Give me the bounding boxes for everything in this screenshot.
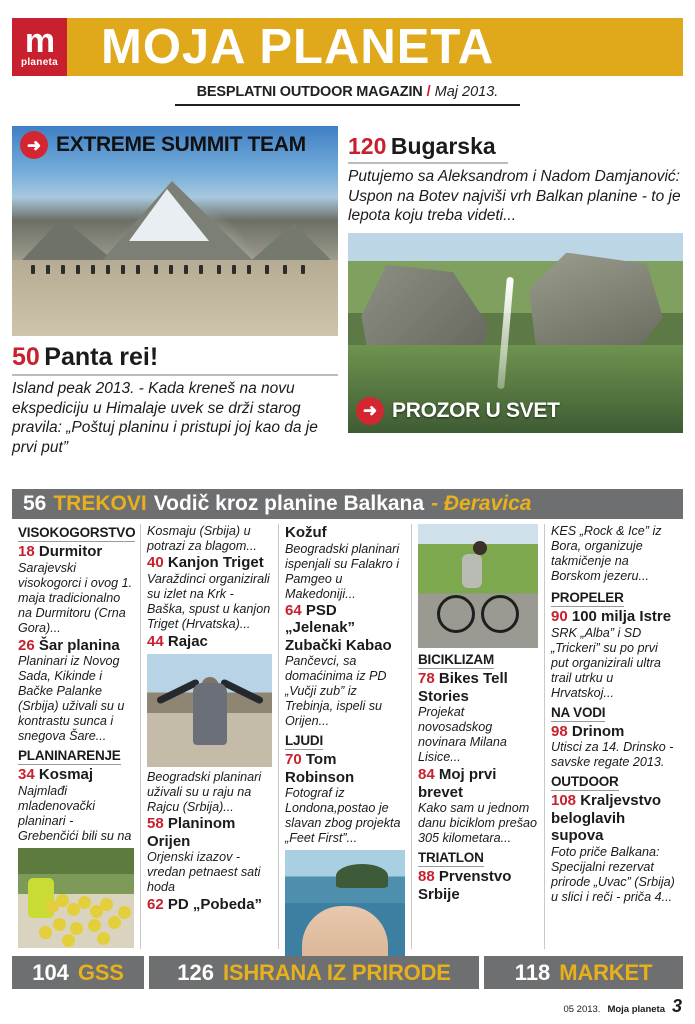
section-heading-visokogorstvo: VISOKOGORSTVO bbox=[18, 525, 136, 540]
list-item[interactable] bbox=[285, 602, 405, 730]
feet-lake-photo bbox=[285, 850, 405, 970]
footer-page-number: 3 bbox=[671, 996, 682, 1016]
entry-page-number: 90 bbox=[551, 608, 568, 625]
contents-column-1 bbox=[12, 524, 140, 949]
trekovi-subtitle: - Đeravica bbox=[431, 492, 532, 515]
entry-page-number: 88 bbox=[418, 868, 435, 885]
entry-title: PD „Pobeda” bbox=[167, 896, 263, 913]
entry-page-number: 26 bbox=[18, 636, 35, 654]
list-item[interactable] bbox=[418, 868, 538, 903]
cyclist-photo bbox=[418, 524, 538, 648]
section-heading-biciklizam: BICIKLIZAM bbox=[418, 652, 494, 667]
bugarska-title: Bugarska bbox=[390, 133, 496, 159]
panta-rei-title: Panta rei! bbox=[44, 343, 159, 371]
bottom-item-page-number: 104 bbox=[32, 959, 69, 985]
entry-title: Kanjon Triget bbox=[167, 554, 264, 571]
subheader bbox=[12, 84, 683, 100]
climber-queue bbox=[25, 265, 325, 273]
logo-letter-icon: m bbox=[24, 22, 55, 60]
bottom-item-label: MARKET bbox=[559, 959, 653, 985]
entry-page-number: 64 bbox=[285, 601, 302, 619]
panta-rei-rule bbox=[12, 374, 338, 376]
entry-page-number: 70 bbox=[285, 751, 302, 768]
list-item[interactable] bbox=[551, 723, 677, 771]
entry-page-number: 18 bbox=[18, 543, 35, 560]
feature-left-block bbox=[12, 126, 338, 457]
list-item[interactable] bbox=[147, 896, 272, 914]
entry-description: Utisci za 14. Drinsko - savske regate 2013. bbox=[551, 740, 674, 769]
hiker-body-shape bbox=[193, 683, 227, 745]
contents-column-5 bbox=[544, 524, 683, 949]
prozor-banner[interactable] bbox=[348, 392, 683, 430]
entry-title: Tom Robinson bbox=[285, 751, 355, 786]
entry-description: Projekat novosadskog novinara Milana Lisice... bbox=[418, 705, 507, 764]
list-item[interactable] bbox=[147, 554, 272, 632]
bugarska-description: Putujemo sa Aleksandrom i Nadom Damjanović: Uspon na Botev najviši vrh Balkan planine - to je lepota koju treba videti... bbox=[348, 168, 681, 224]
list-item[interactable] bbox=[18, 543, 134, 636]
arrow-right-icon: ➜ bbox=[20, 131, 48, 159]
contents-column-3 bbox=[278, 524, 411, 949]
entry-page-number: 98 bbox=[551, 722, 568, 740]
entry-description: SRK „Alba” i SD „Trickeri” su po prvi put organizirali ultra trail utrku u Hrvatskoj... bbox=[551, 625, 661, 700]
bicycle-wheel-front-shape bbox=[437, 595, 475, 633]
prozor-banner-label: PROZOR U SVET bbox=[392, 398, 560, 422]
continued-entry-title[interactable] bbox=[285, 524, 405, 542]
entry-title: 100 milja Istre bbox=[571, 608, 672, 625]
list-item[interactable] bbox=[551, 608, 677, 701]
entry-title: Rajac bbox=[167, 632, 208, 650]
bugarska-rule bbox=[348, 162, 508, 164]
entry-description: Kako sam u jednom danu biciklom prešao 305 kilometara... bbox=[418, 801, 538, 845]
entry-title: Šar planina bbox=[38, 636, 120, 654]
trekovi-kicker: TREKOVI bbox=[53, 492, 147, 515]
continued-text: Kosmaju (Srbija) u potrazi za blagom... bbox=[147, 524, 257, 553]
entry-title: Bikes Tell Stories bbox=[418, 670, 508, 705]
island-shape bbox=[336, 864, 388, 888]
footer-date: 05 2013. bbox=[563, 1004, 601, 1015]
page-footer bbox=[563, 996, 682, 1017]
entry-page-number: 78 bbox=[418, 670, 435, 687]
bottom-item-market[interactable] bbox=[484, 956, 683, 989]
section-heading-na-vodi: NA VODI bbox=[551, 704, 606, 720]
entry-title: Prvenstvo Srbije bbox=[418, 868, 512, 903]
entry-page-number: 58 bbox=[147, 815, 164, 832]
entry-description: Pančevci, sa domaćinima iz PD „Vučji zub” iz Trebinja, ispeli su Orijen... bbox=[285, 654, 387, 728]
summit-banner-label: EXTREME SUMMIT TEAM bbox=[56, 133, 306, 156]
list-item[interactable] bbox=[147, 633, 272, 651]
contents-column-4 bbox=[411, 524, 544, 949]
list-item[interactable] bbox=[147, 815, 272, 895]
entry-page-number: 40 bbox=[147, 554, 164, 571]
bottom-item-label: GSS bbox=[77, 959, 124, 985]
entry-description: Sarajevski visokogorci i ovog 1. maja tradicionalno na Durmitoru (Crna Gora)... bbox=[18, 560, 133, 635]
trekovi-title: Vodič kroz planine Balkana bbox=[153, 492, 425, 515]
entry-description: Varaždinci organizirali su izlet na Krk - Baška, spust u kanjon Triget (Hrvatska)... bbox=[147, 571, 271, 631]
entry-title: Kožuf bbox=[285, 524, 327, 541]
entry-page-number: 62 bbox=[147, 896, 164, 913]
entry-description: Fotograf iz Londona,postao je slavan zbog projekta „Feet First”... bbox=[285, 786, 401, 845]
entry-title: Durmitor bbox=[38, 543, 103, 560]
entry-description: Orjenski izazov - vredan petnaest sati hoda bbox=[147, 850, 261, 894]
entry-description: Foto priče Balkana: Specijalni rezervat prirode „Uvac” (Srbija) u slici i reči - priča 4... bbox=[551, 844, 675, 904]
cyclist-head-shape bbox=[473, 541, 487, 555]
summit-banner[interactable] bbox=[12, 126, 338, 164]
entry-page-number: 84 bbox=[418, 766, 435, 783]
contents-column-2 bbox=[140, 524, 278, 949]
bottom-item-page-number: 126 bbox=[177, 959, 214, 985]
panta-rei-description: Island peak 2013. - Kada kreneš na novu ekspediciju u Himalaje uvek se drži starog pravila: „Poštuj planinu i pristupi joj kao da je prvi put” bbox=[12, 380, 318, 456]
list-item[interactable] bbox=[285, 751, 405, 846]
entry-title: Drinom bbox=[571, 722, 625, 740]
section-heading-outdoor: OUTDOOR bbox=[551, 774, 619, 789]
bottom-item-ishrana[interactable] bbox=[149, 956, 479, 989]
entry-title: PSD „Jelenak” Zubački Kabao bbox=[285, 601, 392, 654]
gorge-photo bbox=[348, 233, 683, 433]
entry-description: Planinari iz Novog Sada, Kikinde i Bačke Palanke (Srbija) uživali su u kontrastu sunca i snegova Šare... bbox=[18, 654, 125, 743]
entry-description: Beogradski planinari uživali su u raju na Rajcu (Srbija)... bbox=[147, 770, 262, 814]
list-item[interactable] bbox=[418, 670, 538, 765]
list-item[interactable] bbox=[551, 792, 677, 905]
summit-arms-photo bbox=[147, 654, 272, 767]
list-item[interactable] bbox=[418, 766, 538, 846]
subheader-rule bbox=[175, 104, 520, 106]
subheader-slash: / bbox=[426, 84, 431, 100]
trekovi-banner[interactable] bbox=[12, 489, 683, 519]
panta-rei-feature[interactable] bbox=[12, 343, 338, 457]
bottom-item-page-number: 118 bbox=[514, 959, 551, 985]
footer-magazine-name: Moja planeta bbox=[607, 1004, 665, 1015]
bicycle-wheel-rear-shape bbox=[481, 595, 519, 633]
entry-page-number: 108 bbox=[551, 792, 577, 809]
list-item[interactable] bbox=[18, 766, 134, 844]
bottom-item-label: ISHRANA IZ PRIRODE bbox=[222, 959, 451, 985]
section-heading-planinarenje: PLANINARENJE bbox=[18, 748, 121, 763]
entry-description: Beogradski planinari ispenjali su Falakro i Pamgeo u Makedoniji... bbox=[285, 541, 400, 601]
entry-title: Kraljevstvo beloglavih supova bbox=[551, 792, 662, 844]
entry-page-number: 34 bbox=[18, 766, 35, 783]
entry-description: Najmlađi mladenovački planinari - Grebenčići bili su na bbox=[18, 783, 132, 843]
masthead-title: MOJA PLANETA bbox=[101, 20, 495, 74]
logo bbox=[12, 18, 67, 76]
summit-photo bbox=[12, 126, 338, 336]
snow-cap-shape bbox=[129, 189, 209, 241]
section-heading-propeler: PROPELER bbox=[551, 590, 624, 605]
cyclist-body-shape bbox=[462, 554, 482, 588]
bottom-sections-bar bbox=[12, 956, 683, 989]
contents-grid bbox=[12, 524, 683, 949]
entry-title: Kosmaj bbox=[38, 766, 94, 783]
bottom-item-gss[interactable] bbox=[12, 956, 144, 989]
arrow-right-icon: ➜ bbox=[356, 397, 384, 425]
continued-text: KES „Rock & Ice” iz Bora, organizuje takmičenje na Borskom jezeru... bbox=[551, 524, 662, 583]
panta-rei-page-number: 50 bbox=[12, 343, 40, 371]
masthead bbox=[12, 18, 683, 76]
entry-title: Moj prvi brevet bbox=[418, 766, 497, 801]
subheader-main: BESPLATNI OUTDOOR MAGAZIN bbox=[196, 84, 423, 100]
bugarska-page-number: 120 bbox=[348, 133, 387, 159]
feature-right-block bbox=[348, 126, 683, 433]
children-hikers-photo bbox=[18, 848, 134, 948]
bugarska-feature[interactable] bbox=[348, 133, 683, 226]
entry-title: Planinom Orijen bbox=[147, 815, 236, 850]
list-item[interactable] bbox=[18, 637, 134, 745]
trekovi-page-number: 56 bbox=[23, 492, 47, 515]
section-heading-ljudi: LJUDI bbox=[285, 733, 324, 748]
section-heading-triatlon: TRIATLON bbox=[418, 850, 484, 865]
logo-subtitle: planeta bbox=[20, 57, 59, 68]
subheader-date: Maj 2013. bbox=[434, 84, 499, 100]
entry-page-number: 44 bbox=[147, 632, 164, 650]
